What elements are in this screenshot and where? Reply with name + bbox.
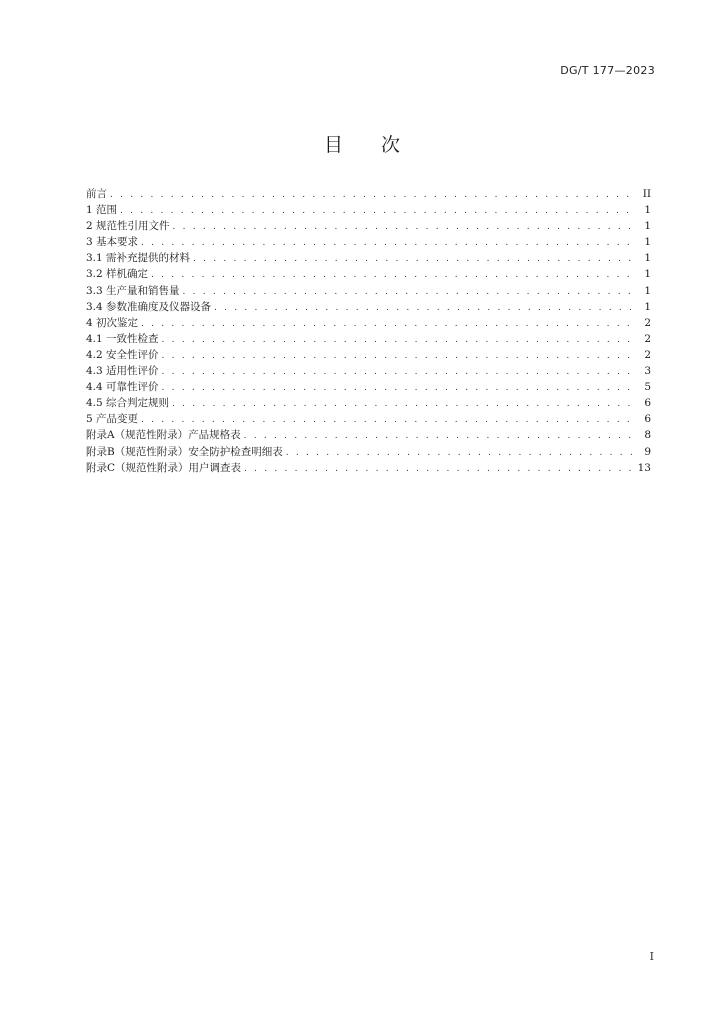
toc-leader	[173, 219, 637, 234]
toc-entry-3-2[interactable]	[86, 266, 651, 282]
toc-label: 3.4 参数准确度及仪器设备	[86, 300, 212, 313]
toc-page: 13	[637, 461, 651, 474]
toc-label: 4 初次鉴定	[86, 316, 139, 329]
toc-leader	[162, 348, 637, 363]
toc-page: 2	[644, 332, 651, 345]
toc-page: 5	[644, 381, 651, 394]
toc-entry-5[interactable]	[86, 411, 651, 427]
toc-entry-appendix-c[interactable]	[86, 460, 651, 476]
toc-entry-3[interactable]	[86, 234, 651, 250]
toc-entry-2[interactable]	[86, 218, 651, 234]
toc-label: 4.1 一致性检查	[86, 332, 159, 345]
toc-leader	[162, 332, 637, 347]
toc-entry-4-1[interactable]	[86, 331, 651, 347]
toc-leader	[244, 461, 634, 476]
page-title	[0, 130, 724, 157]
toc-label: 4.2 安全性评价	[86, 348, 159, 361]
toc-entry-foreword[interactable]	[86, 186, 651, 202]
toc-leader	[120, 203, 637, 218]
toc-leader	[193, 251, 637, 266]
toc-entry-3-4[interactable]	[86, 299, 651, 315]
toc-leader	[244, 428, 637, 443]
toc-page: 9	[644, 445, 651, 458]
toc-page: 1	[644, 268, 651, 281]
toc-page: 3	[644, 365, 651, 378]
toc-page: 1	[644, 220, 651, 233]
toc-entry-appendix-b[interactable]	[86, 444, 651, 460]
toc-leader	[183, 284, 637, 299]
toc-page: 1	[644, 236, 651, 249]
toc-entry-4-4[interactable]	[86, 379, 651, 395]
toc-entry-4-5[interactable]	[86, 395, 651, 411]
toc-page: 6	[644, 413, 651, 426]
title-char-2: 次	[381, 134, 401, 156]
toc-leader	[162, 364, 637, 379]
toc-page: 1	[644, 284, 651, 297]
toc-label: 附录A（规范性附录）产品规格表	[86, 429, 241, 442]
toc-page: 8	[644, 429, 651, 442]
toc-label: 1 范围	[86, 204, 118, 217]
toc-leader	[141, 235, 637, 250]
toc-label: 5 产品变更	[86, 413, 139, 426]
toc-page: 1	[644, 252, 651, 265]
toc-leader	[141, 316, 637, 331]
toc-page: 1	[644, 300, 651, 313]
toc-page: 6	[644, 397, 651, 410]
toc-page: II	[642, 188, 651, 200]
toc-entry-4-2[interactable]	[86, 347, 651, 363]
toc-label: 3 基本要求	[86, 236, 139, 249]
page-number: I	[649, 950, 654, 963]
toc-leader	[141, 412, 637, 427]
toc-leader	[214, 300, 637, 315]
toc-label: 4.4 可靠性评价	[86, 381, 159, 394]
toc-entry-3-3[interactable]	[86, 283, 651, 299]
toc-leader	[110, 187, 637, 202]
table-of-contents	[86, 186, 651, 476]
toc-page: 2	[644, 316, 651, 329]
title-char-1: 目	[323, 134, 343, 156]
toc-label: 附录B（规范性附录）安全防护检查明细表	[86, 445, 283, 458]
toc-label: 前言	[86, 188, 107, 200]
toc-label: 3.1 需补充提供的材料	[86, 252, 191, 265]
toc-label: 4.3 适用性评价	[86, 365, 159, 378]
toc-leader	[151, 267, 637, 282]
toc-entry-4-3[interactable]	[86, 363, 651, 379]
toc-page: 2	[644, 348, 651, 361]
toc-entry-4[interactable]	[86, 315, 651, 331]
toc-entry-1[interactable]	[86, 202, 651, 218]
toc-label: 4.5 综合判定规则	[86, 397, 170, 410]
toc-label: 3.3 生产量和销售量	[86, 284, 180, 297]
toc-leader	[162, 380, 637, 395]
toc-entry-3-1[interactable]	[86, 250, 651, 266]
toc-label: 2 规范性引用文件	[86, 220, 170, 233]
toc-entry-appendix-a[interactable]	[86, 427, 651, 443]
document-code: DG/T 177—2023	[560, 64, 655, 77]
toc-label: 附录C（规范性附录）用户调查表	[86, 461, 242, 474]
toc-leader	[286, 445, 637, 460]
toc-page: 1	[644, 204, 651, 217]
toc-label: 3.2 样机确定	[86, 268, 149, 281]
toc-leader	[172, 396, 637, 411]
